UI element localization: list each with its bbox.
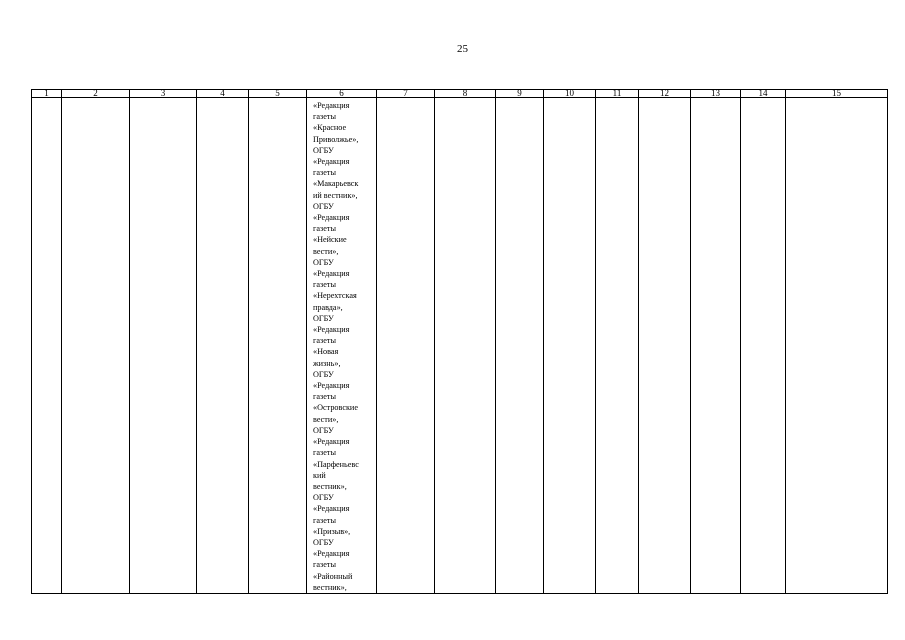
newspaper-list-text: «Редакция газеты «Красное Приволжье», ОГБУ «Редакция газеты «Макарьевск ий вестник», ОГБУ «Редакция газеты «Нейские вести», ОГБУ «Редакция газеты «Нерехтская правда», ОГБУ «Редакция газеты «Новая жизнь», ОГБУ «Редакция газеты «Островские вести», ОГБУ «Редакция газеты «Парфеньевс кий вестник», ОГБУ «Редакция газеты «Призыв», ОГБУ «Редакция газеты «Районный вестник»,	[313, 101, 359, 592]
column-header-2: 2	[62, 90, 130, 98]
cell-col-14	[741, 98, 786, 594]
column-header-10: 10	[544, 90, 596, 98]
cell-col-5	[249, 98, 307, 594]
cell-col-11	[596, 98, 639, 594]
cell-col-1	[32, 98, 62, 594]
column-header-11: 11	[596, 90, 639, 98]
cell-col-3	[130, 98, 197, 594]
cell-col-2	[62, 98, 130, 594]
column-header-3: 3	[130, 90, 197, 98]
column-header-8: 8	[435, 90, 496, 98]
cell-col-4	[197, 98, 249, 594]
document-table	[31, 89, 888, 594]
cell-col-6	[307, 98, 377, 594]
table-row	[32, 98, 888, 594]
cell-col-15	[786, 98, 888, 594]
column-header-12: 12	[639, 90, 691, 98]
column-header-14: 14	[741, 90, 786, 98]
cell-col-12	[639, 98, 691, 594]
cell-col-7	[377, 98, 435, 594]
column-header-6: 6	[307, 90, 377, 98]
column-header-4: 4	[197, 90, 249, 98]
column-header-1: 1	[32, 90, 62, 98]
cell-col-13	[691, 98, 741, 594]
header-row	[32, 90, 888, 98]
column-header-5: 5	[249, 90, 307, 98]
column-header-15: 15	[786, 90, 888, 98]
page-number: 25	[457, 43, 468, 55]
column-header-9: 9	[496, 90, 544, 98]
cell-col-10	[544, 98, 596, 594]
column-header-7: 7	[377, 90, 435, 98]
column-header-13: 13	[691, 90, 741, 98]
cell-col-9	[496, 98, 544, 594]
cell-col-8	[435, 98, 496, 594]
